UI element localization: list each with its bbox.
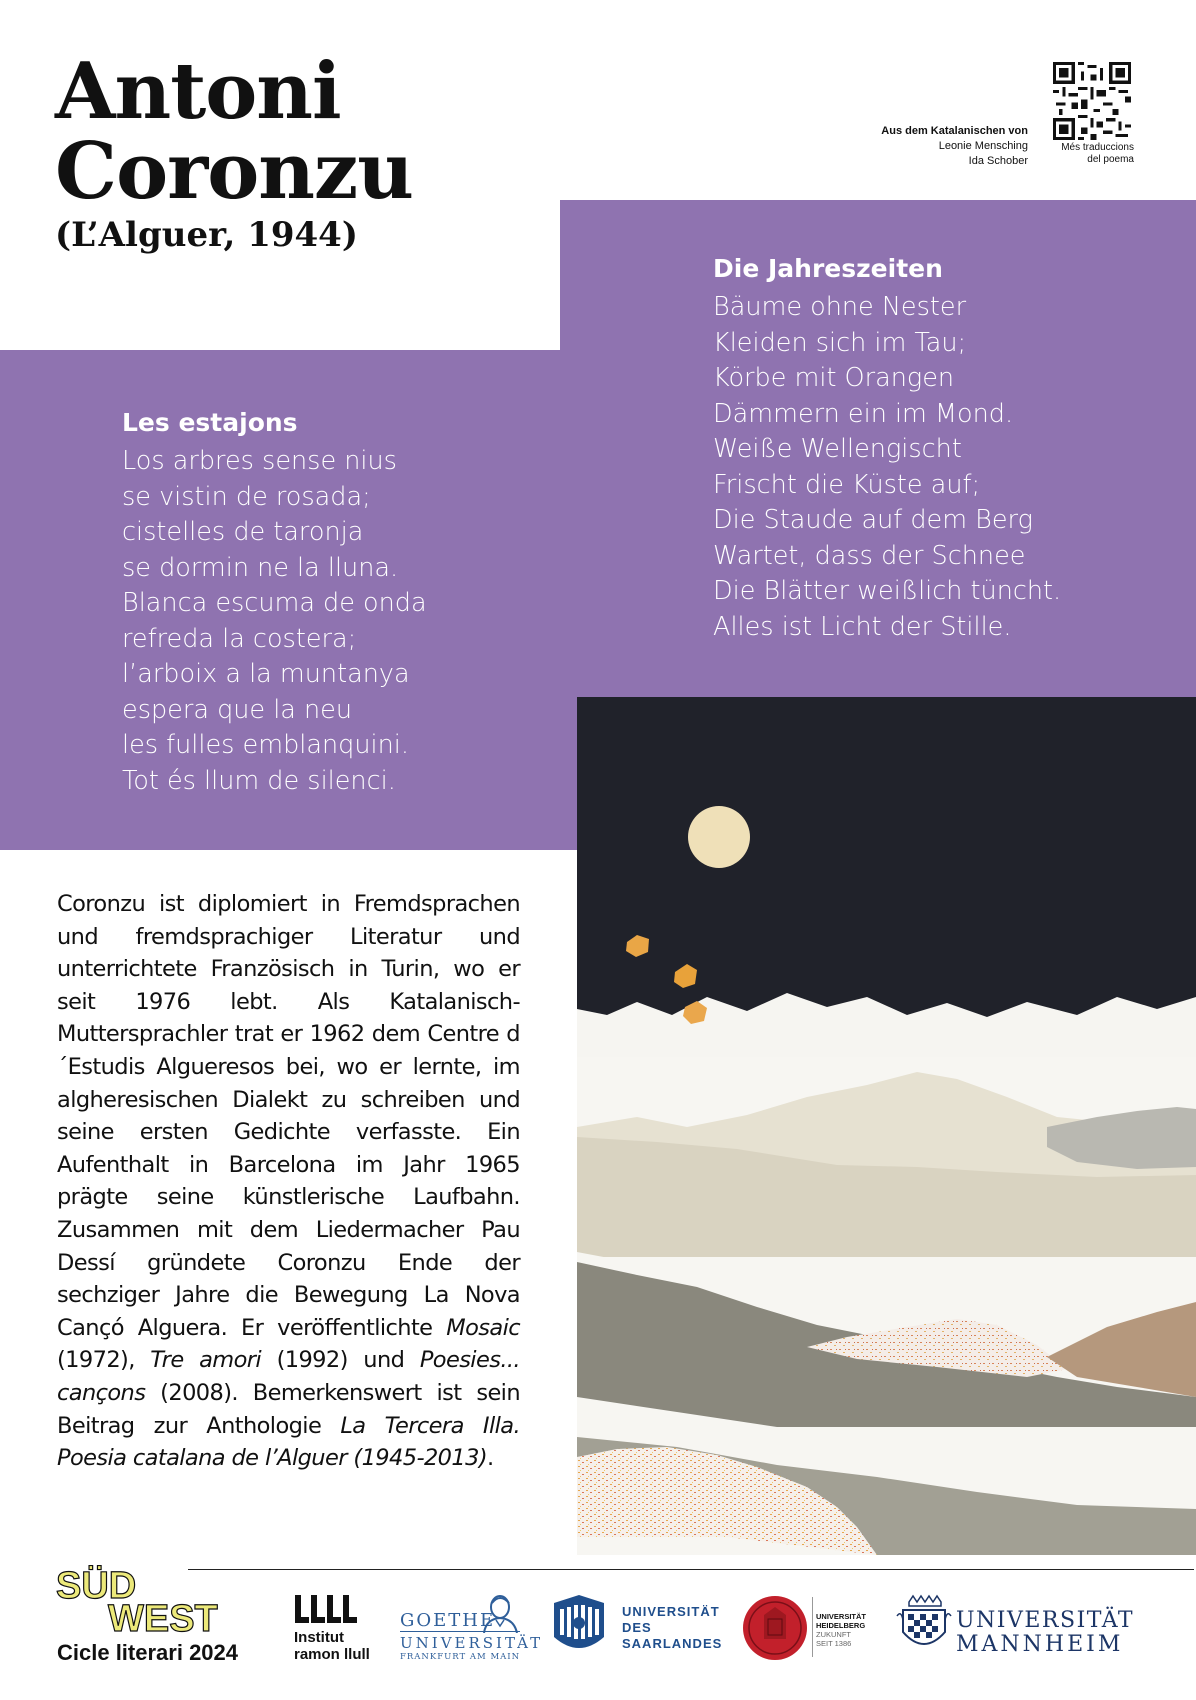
german-poem-title: Die Jahreszeiten (713, 254, 943, 283)
translator-name: Ida Schober (968, 155, 1028, 167)
mannheim-crest-icon[interactable] (895, 1594, 953, 1656)
sudwest-logo-bottom: WEST (108, 1598, 218, 1635)
poem-line: cistelles de taronja (122, 517, 364, 547)
qr-code-icon[interactable] (1053, 62, 1131, 140)
saar-line: SAARLANDES (622, 1636, 723, 1651)
goethe-logo-city[interactable]: FRANKFURT AM MAIN (400, 1652, 521, 1662)
saar-line: DES (622, 1620, 652, 1635)
poem-line: Blanca escuma de onda (122, 588, 427, 618)
saar-line: UNIVERSITÄT (622, 1604, 720, 1619)
mannheim-logo-universitat[interactable]: UNIVERSITÄT (956, 1608, 1135, 1633)
sudwest-logo[interactable] (56, 1565, 256, 1635)
saarland-university-logo[interactable] (622, 1604, 722, 1652)
qr-caption-line: Més traduccions (1061, 142, 1134, 153)
heidelberg-seal-icon[interactable] (742, 1595, 808, 1661)
author-first-name: Antoni (55, 46, 341, 137)
poem-line: refreda la costera; (122, 623, 357, 654)
goethe-logo-name[interactable]: GOETHE (400, 1610, 496, 1631)
poem-line: Die Staude auf dem Berg (713, 505, 1033, 535)
author-birth-info: (L’Alguer, 1944) (55, 215, 358, 255)
goethe-logo-universitat[interactable]: UNIVERSITÄT (400, 1634, 544, 1652)
mannheim-logo-city[interactable]: MANNHEIM (956, 1632, 1124, 1657)
catalan-poem-title: Les estajons (122, 408, 298, 437)
institut-ramon-llull-logo[interactable] (294, 1629, 370, 1663)
poem-line: se vistin de rosada; (122, 481, 371, 512)
author-last-name: Coronzu (55, 126, 413, 217)
poem-line: Weiße Wellengischt (713, 434, 962, 464)
poem-line: espera que la neu (122, 694, 353, 725)
landscape-illustration (577, 697, 1196, 1555)
poem-line: Wartet, dass der Schnee (713, 540, 1026, 571)
heid-line: ZUKUNFT (816, 1630, 851, 1639)
saarland-university-logo-icon[interactable] (550, 1593, 608, 1659)
bio-text: (1992) und (261, 1347, 420, 1374)
irl-line: Institut (294, 1629, 344, 1646)
translator-name: Leonie Mensching (938, 140, 1028, 152)
heidelberg-logo-divider (812, 1597, 813, 1657)
biography-text (57, 888, 520, 1475)
translator-label: Aus dem Katalanischen von (881, 125, 1028, 137)
irl-line: ramon llull (294, 1646, 370, 1663)
heid-line: HEIDELBERG (816, 1621, 866, 1630)
translator-credit (881, 124, 1028, 169)
poem-line: Die Blätter weißlich tüncht. (713, 576, 1062, 606)
poem-line: Tot és llum de silenci. (122, 765, 396, 796)
heid-line: SEIT 1386 (816, 1639, 852, 1648)
poem-line: Alles ist Licht der Stille. (713, 611, 1012, 642)
poem-line: se dormin ne la lluna. (122, 552, 399, 583)
qr-caption (1040, 142, 1134, 166)
goethe-portrait-icon (480, 1593, 522, 1633)
poem-line: Los arbres sense nius (122, 446, 397, 476)
work-title: Tre amori (150, 1347, 262, 1374)
poem-line: l’arboix a la muntanya (122, 659, 410, 689)
catalan-poem (122, 406, 427, 799)
bio-text: Coronzu ist diplomiert in Fremdsprachen und fremdsprachiger Literatur und unterrichtete Französisch in Turin, wo er seit 1976 lebt. Als Katalanisch-Muttersprachler trat er 1962 dem Centre d´Estudis Algueresos bei, wo er lernte, im algheresischen Dialekt zu schreiben und seine ersten Gedichte verfasste. Ein Aufenthalt in Barcelona im Jahr 1965 prägte seine künstlerische Laufbahn. Zusammen mit dem Liedermacher Pau Dessí gründete Coronzu Ende der sechziger Jahre die Bewegung La Nova Cançó Alguera. Er veröffentlichte (57, 891, 520, 1341)
bio-text: (2008). Bemerkenswert ist sein Beitrag zur Anthologie (57, 1379, 520, 1439)
poem-line: Körbe mit Orangen (713, 363, 955, 393)
author-name (55, 46, 413, 217)
poem-line: Bäume ohne Nester (713, 292, 967, 322)
work-title: La Tercera Illa. Poesia catalana de l’Alguer (1945-2013) (57, 1412, 521, 1472)
cicle-literari-label: Cicle literari 2024 (57, 1640, 239, 1665)
poem-line: Dämmern ein im Mond. (713, 398, 1014, 429)
work-title: Poesies... cançons (57, 1347, 520, 1406)
bio-text: . (487, 1445, 494, 1472)
poem-line: Kleiden sich im Tau; (713, 327, 967, 358)
heid-line: UNIVERSITÄT (816, 1612, 867, 1621)
poem-line: Frischt die Küste auf; (713, 469, 981, 500)
bio-text: (1972), (57, 1347, 151, 1374)
work-title: Mosaic (446, 1314, 520, 1341)
poem-line: les fulles emblanquini. (122, 730, 409, 760)
qr-caption-line: del poema (1087, 154, 1134, 165)
sudwest-logo-top: SÜD (56, 1565, 137, 1607)
german-poem (713, 252, 1061, 645)
heidelberg-university-logo[interactable] (816, 1612, 866, 1648)
footer-divider (188, 1569, 1194, 1570)
institut-ramon-llull-logo-icon[interactable] (295, 1595, 357, 1623)
